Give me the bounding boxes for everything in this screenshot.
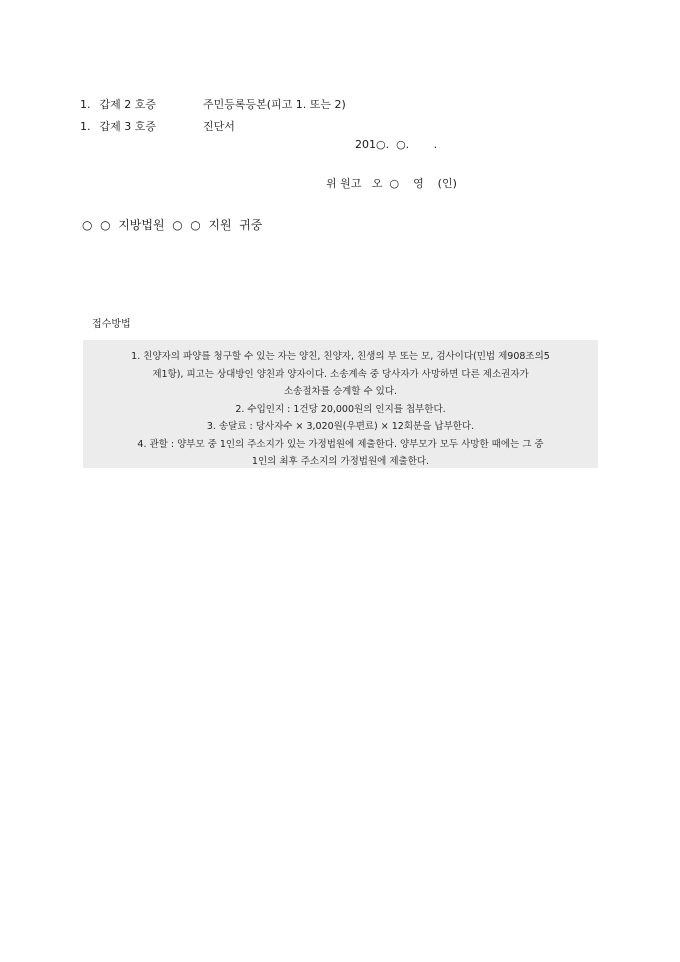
attachment-item	[80, 119, 235, 135]
attachment-number: 1.	[80, 98, 91, 111]
filing-method-line: 소송절차를 승계할 수 있다.	[283, 386, 398, 397]
filing-method-line: 제1항), 피고는 상대방인 양친과 양자이다. 소송계속 중 당사자가 사망하면 다른 제소권자가	[152, 368, 529, 380]
filing-method-line: 3. 송달료 : 당사자수 × 3,020원(우편료) × 12회분을 납부한다.	[206, 421, 475, 432]
filing-method-line: 1인의 최후 주소지의 가정법원에 제출한다.	[251, 456, 430, 467]
attachment-label: 갑제 3 호증	[99, 120, 156, 133]
attachment-label: 갑제 2 호증	[99, 98, 156, 111]
filing-method-line: 1. 친양자의 파양를 청구할 수 있는 자는 양친, 친양자, 친생의 부 또는 모, 검사이다(민법 제908조의5	[131, 351, 550, 362]
plaintiff-signature-line: 위 원고 오 ○ 영 (인)	[326, 177, 457, 190]
filing-method-line: 2. 수입인지 : 1건당 20,000원의 인지를 첩부한다.	[235, 403, 446, 415]
attachment-item	[80, 97, 346, 113]
court-addressee: ○ ○ 지방법원 ○ ○ 지원 귀중	[82, 218, 263, 232]
filing-method-title: 접수방법	[92, 319, 131, 330]
document-date: 201○. ○. .	[355, 138, 438, 151]
attachment-description: 진단서	[203, 120, 235, 133]
filing-method-line: 4. 관할 : 양부모 중 1인의 주소지가 있는 가정법원에 제출한다. 양부모가 모두 사망한 때에는 그 중	[137, 438, 544, 450]
filing-method-box	[83, 340, 598, 468]
attachment-description: 주민등록등본(피고 1. 또는 2)	[203, 98, 346, 111]
attachment-number: 1.	[80, 120, 91, 133]
